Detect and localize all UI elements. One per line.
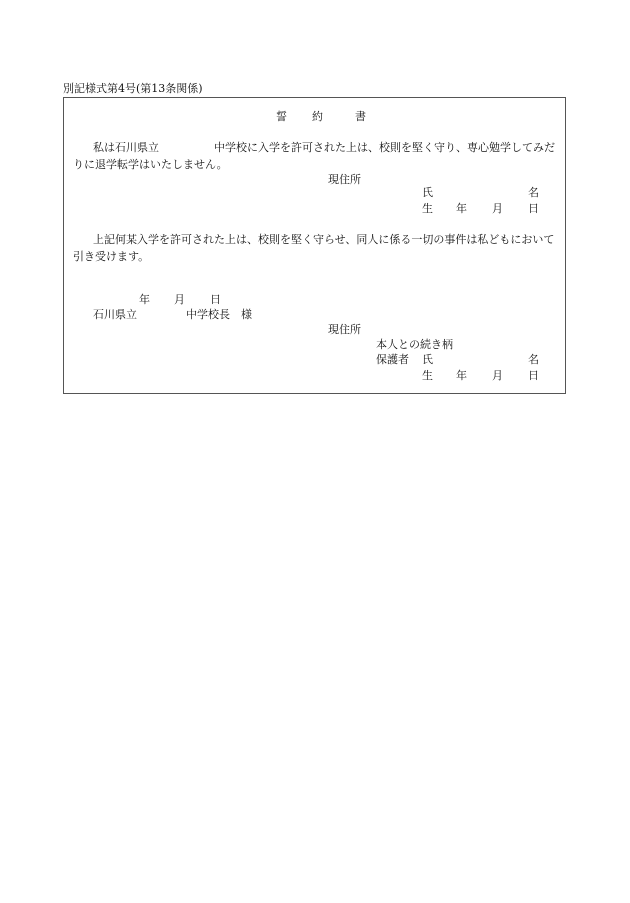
pledge-text: 私は石川県立 中学校に入学を許可された上は、校則を堅く守り、専心勉学してみだりに退学転学はいたしません。	[73, 141, 555, 171]
pledge-name-label-2: 名	[528, 186, 539, 199]
guardian-birth-day: 日	[528, 369, 539, 382]
title-char-3: 書	[355, 110, 366, 123]
guardian-date-month: 月	[174, 293, 185, 306]
pledge-address-label: 現住所	[328, 173, 361, 186]
pledge-birth-month: 月	[492, 202, 503, 215]
addressee-suffix: 中学校長 様	[186, 308, 252, 321]
pledge-birth-label: 生	[422, 202, 433, 215]
addressee-prefix: 石川県立	[93, 308, 137, 321]
pledge-name-label-1: 氏	[422, 186, 433, 199]
form-label: 別記様式第4号(第13条関係)	[63, 82, 203, 95]
pledge-birth-day: 日	[528, 202, 539, 215]
pledge-birth-year: 年	[456, 202, 467, 215]
guardian-birth-month: 月	[492, 369, 503, 382]
guardian-address-label: 現住所	[328, 323, 361, 336]
guardian-date-year: 年	[139, 293, 150, 306]
guardian-label: 保護者	[376, 353, 409, 366]
guardian-text: 上記何某入学を許可された上は、校則を堅く守らせ、同人に係る一切の事件は私どもにおいて引き受けます。	[73, 233, 555, 263]
guardian-date-day: 日	[210, 293, 221, 306]
guardian-birth-year: 年	[456, 369, 467, 382]
guardian-birth-label: 生	[422, 369, 433, 382]
guardian-name-label-1: 氏	[422, 353, 433, 366]
guardian-name-label-2: 名	[528, 353, 539, 366]
title-char-2: 約	[312, 110, 323, 123]
relation-label: 本人との続き柄	[376, 338, 453, 351]
title-char-1: 誓	[276, 110, 287, 123]
